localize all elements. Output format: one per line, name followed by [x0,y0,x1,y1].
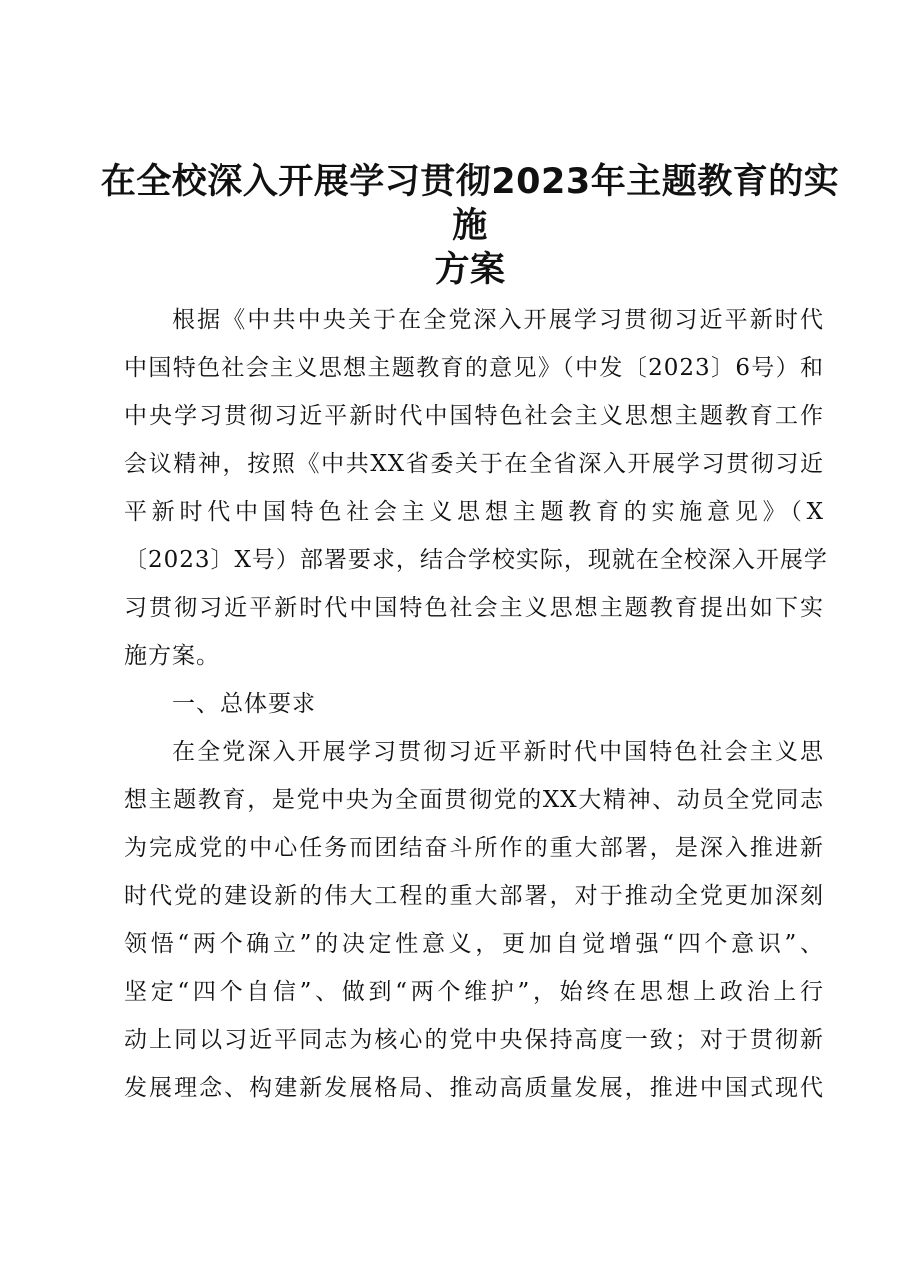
paragraph-1-line: 根据《中共中央关于在全党深入开展学习贯彻习近平新时代 [172,307,824,333]
document-title [100,160,840,292]
paragraph-1-line: 会议精神，按照《中共XX省委关于在全省深入开展学习贯彻习近 [124,451,824,477]
paragraph-2-line: 发展理念、构建新发展格局、推动高质量发展，推进中国式现代 [124,1075,824,1101]
paragraph-2-line: 动上同以习近平同志为核心的党中央保持高度一致；对于贯彻新 [124,1027,824,1053]
paragraph-1-line: 中国特色社会主义思想主题教育的意见》（中发〔2023〕6号）和 [124,355,824,381]
paragraph-2-line: 为完成党的中心任务而团结奋斗所作的重大部署，是深入推进新 [124,835,824,861]
title-line-2: 方案 [434,250,506,290]
paragraph-2-line: 时代党的建设新的伟大工程的重大部署，对于推动全党更加深刻 [124,883,824,909]
paragraph-1-line: 中央学习贯彻习近平新时代中国特色社会主义思想主题教育工作 [124,403,824,429]
document-body [124,296,828,1112]
paragraph-1-line: 平新时代中国特色社会主义思想主题教育的实施意见》（X [124,499,824,525]
paragraph-1-line: 〔2023〕X号）部署要求，结合学校实际，现就在全校深入开展学 [124,547,828,573]
title-line-1: 在全校深入开展学习贯彻2023年主题教育的实施 [100,162,840,246]
paragraph-2-line: 想主题教育，是党中央为全面贯彻党的XX大精神、动员全党同志 [124,787,824,813]
paragraph-2-line: 领悟“两个确立”的决定性意义，更加自觉增强“四个意识”、 [124,931,824,957]
section-heading: 一、总体要求 [172,691,316,717]
paragraph-1-line: 习贯彻习近平新时代中国特色社会主义思想主题教育提出如下实 [124,595,824,621]
paragraph-1-line: 施方案。 [124,643,220,669]
paragraph-2-line: 坚定“四个自信”、做到“两个维护”，始终在思想上政治上行 [124,979,824,1005]
paragraph-2-line: 在全党深入开展学习贯彻习近平新时代中国特色社会主义思 [172,739,824,765]
